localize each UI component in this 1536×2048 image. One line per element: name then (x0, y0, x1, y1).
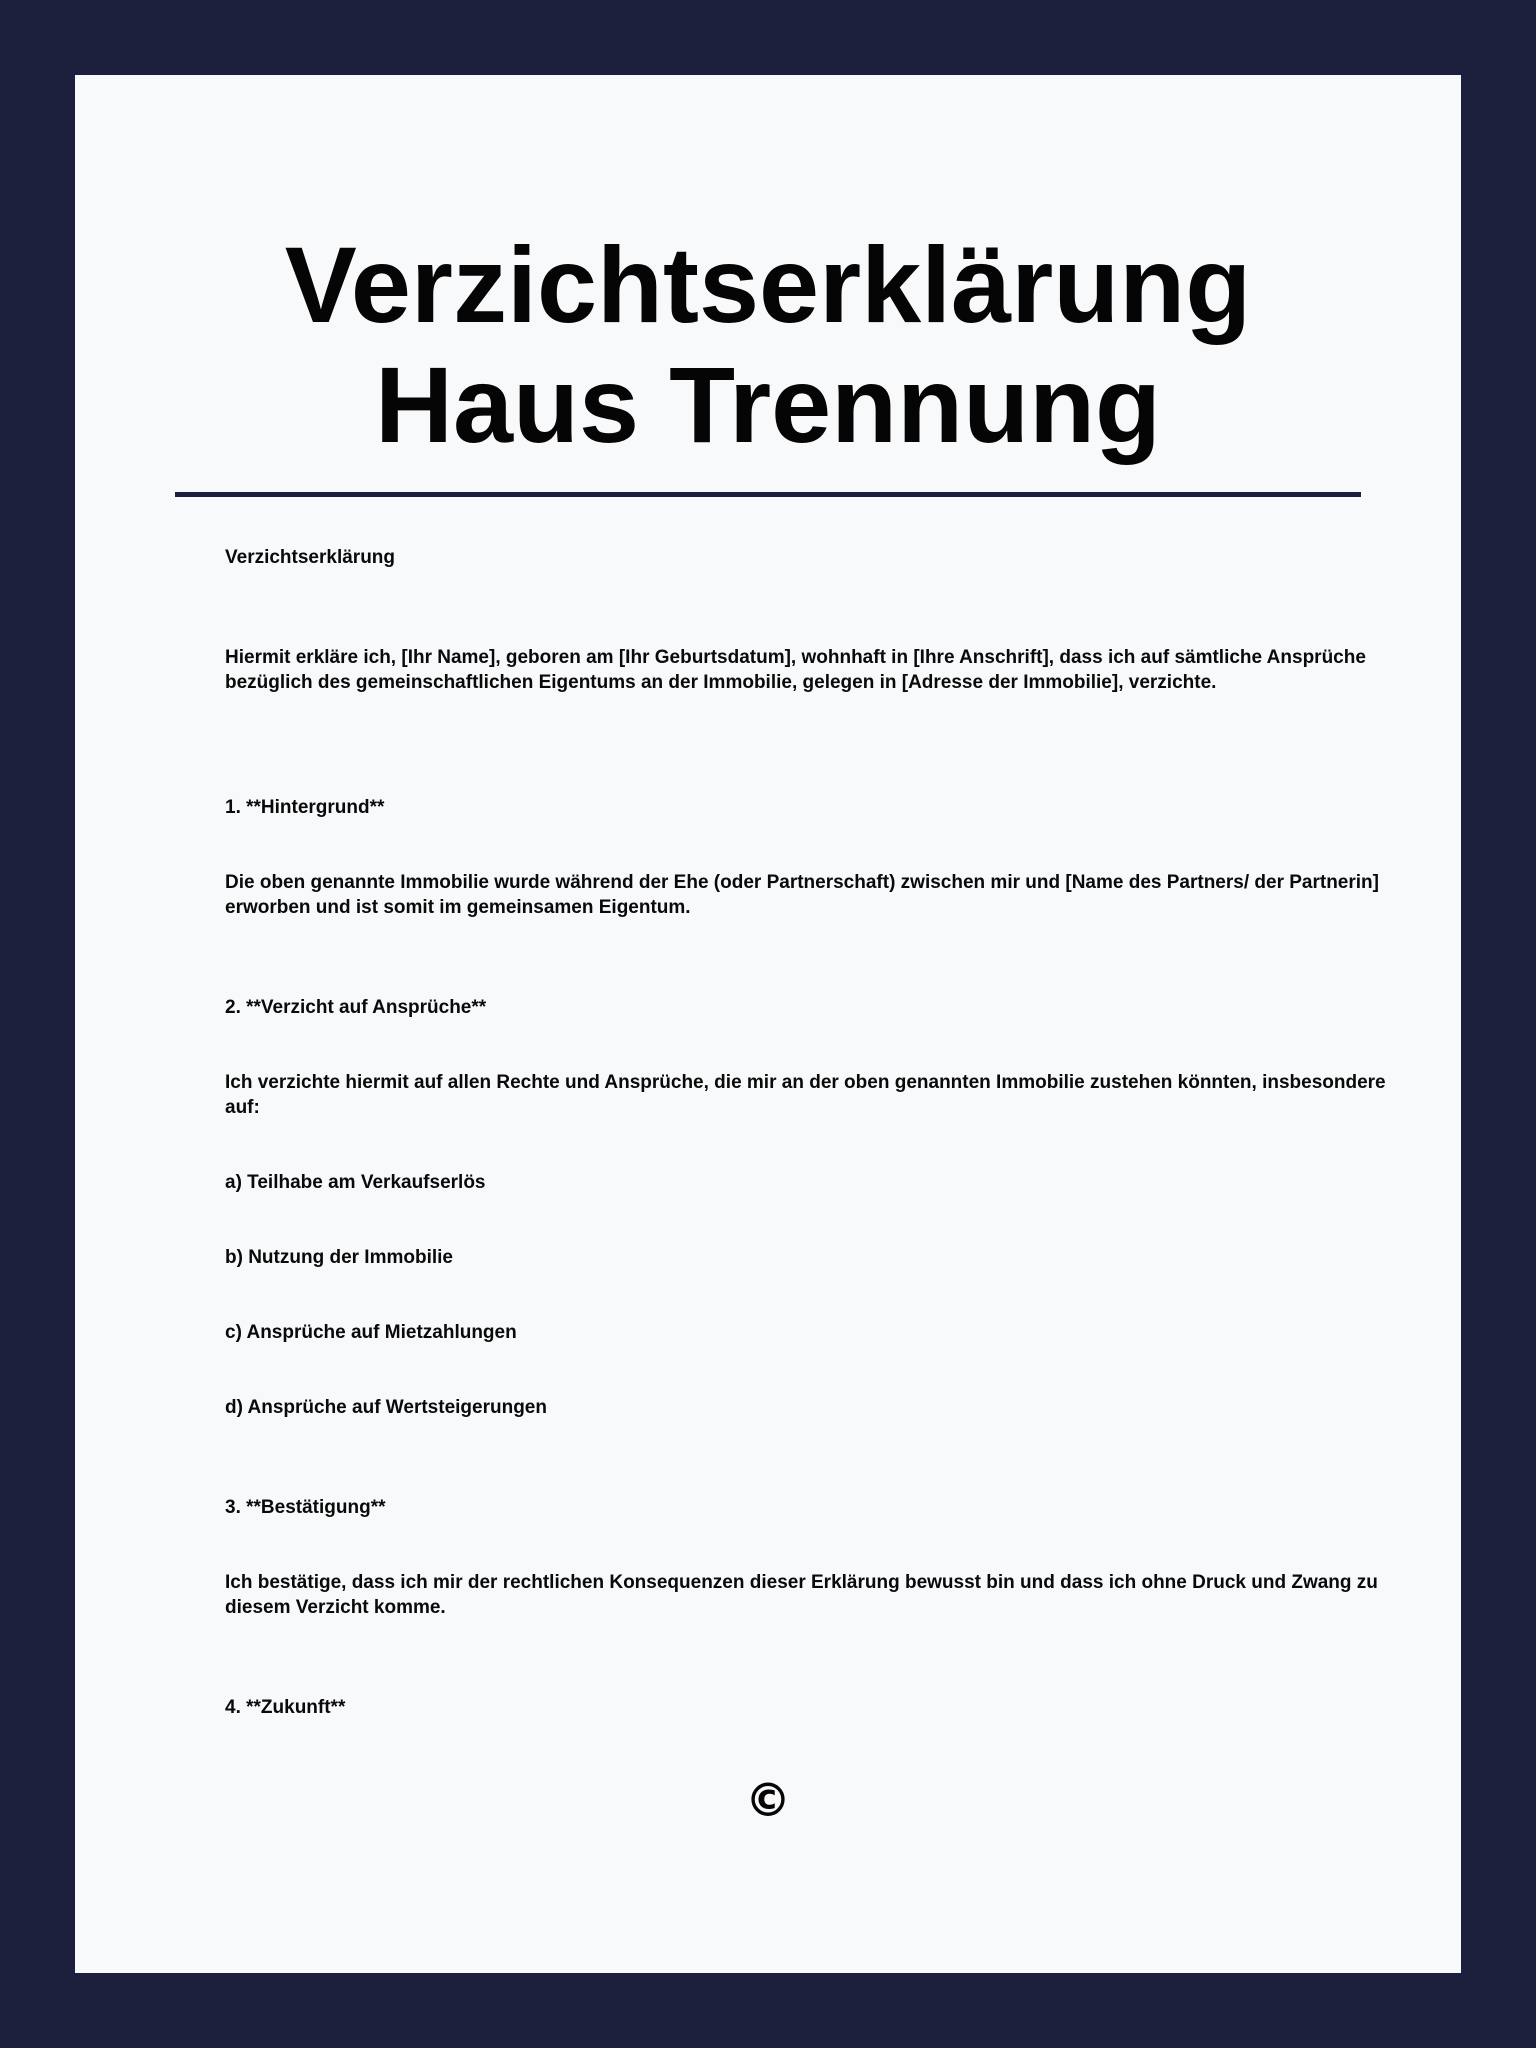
heading-verzicht: 2. **Verzicht auf Ansprüche** (225, 997, 487, 1018)
heading-zukunft: 4. **Zukunft** (225, 1697, 346, 1718)
title-line-1: Verzichtserklärung (284, 224, 1252, 345)
list-item-c: c) Ansprüche auf Mietzahlungen (225, 1322, 517, 1343)
paragraph-verzicht: Ich verzichte hiermit auf allen Rechte und Ansprüche, die mir an der oben genannten Immobilie zustehen könnten, insbesondere auf: (225, 1072, 1386, 1118)
list-item-b: b) Nutzung der Immobilie (225, 1247, 453, 1268)
document-page (75, 75, 1461, 1973)
list-item-a: a) Teilhabe am Verkaufserlös (225, 1172, 486, 1193)
copyright-icon: © (745, 1773, 791, 1827)
heading-hintergrund: 1. **Hintergrund** (225, 797, 385, 818)
document-title (75, 225, 1461, 465)
title-divider (175, 492, 1361, 497)
title-line-2: Haus Trennung (374, 344, 1162, 465)
intro-paragraph: Hiermit erkläre ich, [Ihr Name], geboren am [Ihr Geburtsdatum], wohnhaft in [Ihre Anschrift], dass ich auf sämtliche Ansprüche bezüglich des gemeinschaftlichen Eigentums an der Immobilie, gelegen in [Adresse der Immobilie], verzichte. (225, 647, 1366, 693)
section-heading: Verzichtserklärung (225, 547, 396, 568)
heading-bestaetigung: 3. **Bestätigung** (225, 1497, 386, 1518)
list-item-d: d) Ansprüche auf Wertsteigerungen (225, 1397, 547, 1418)
paragraph-hintergrund: Die oben genannte Immobilie wurde während der Ehe (oder Partnerschaft) zwischen mir und [Name des Partners/ der Partnerin] erworben und ist somit im gemeinsamen Eigentum. (225, 872, 1379, 918)
paragraph-bestaetigung: Ich bestätige, dass ich mir der rechtlichen Konsequenzen dieser Erklärung bewusst bin und dass ich ohne Druck und Zwang zu diesem Verzicht komme. (225, 1572, 1378, 1618)
